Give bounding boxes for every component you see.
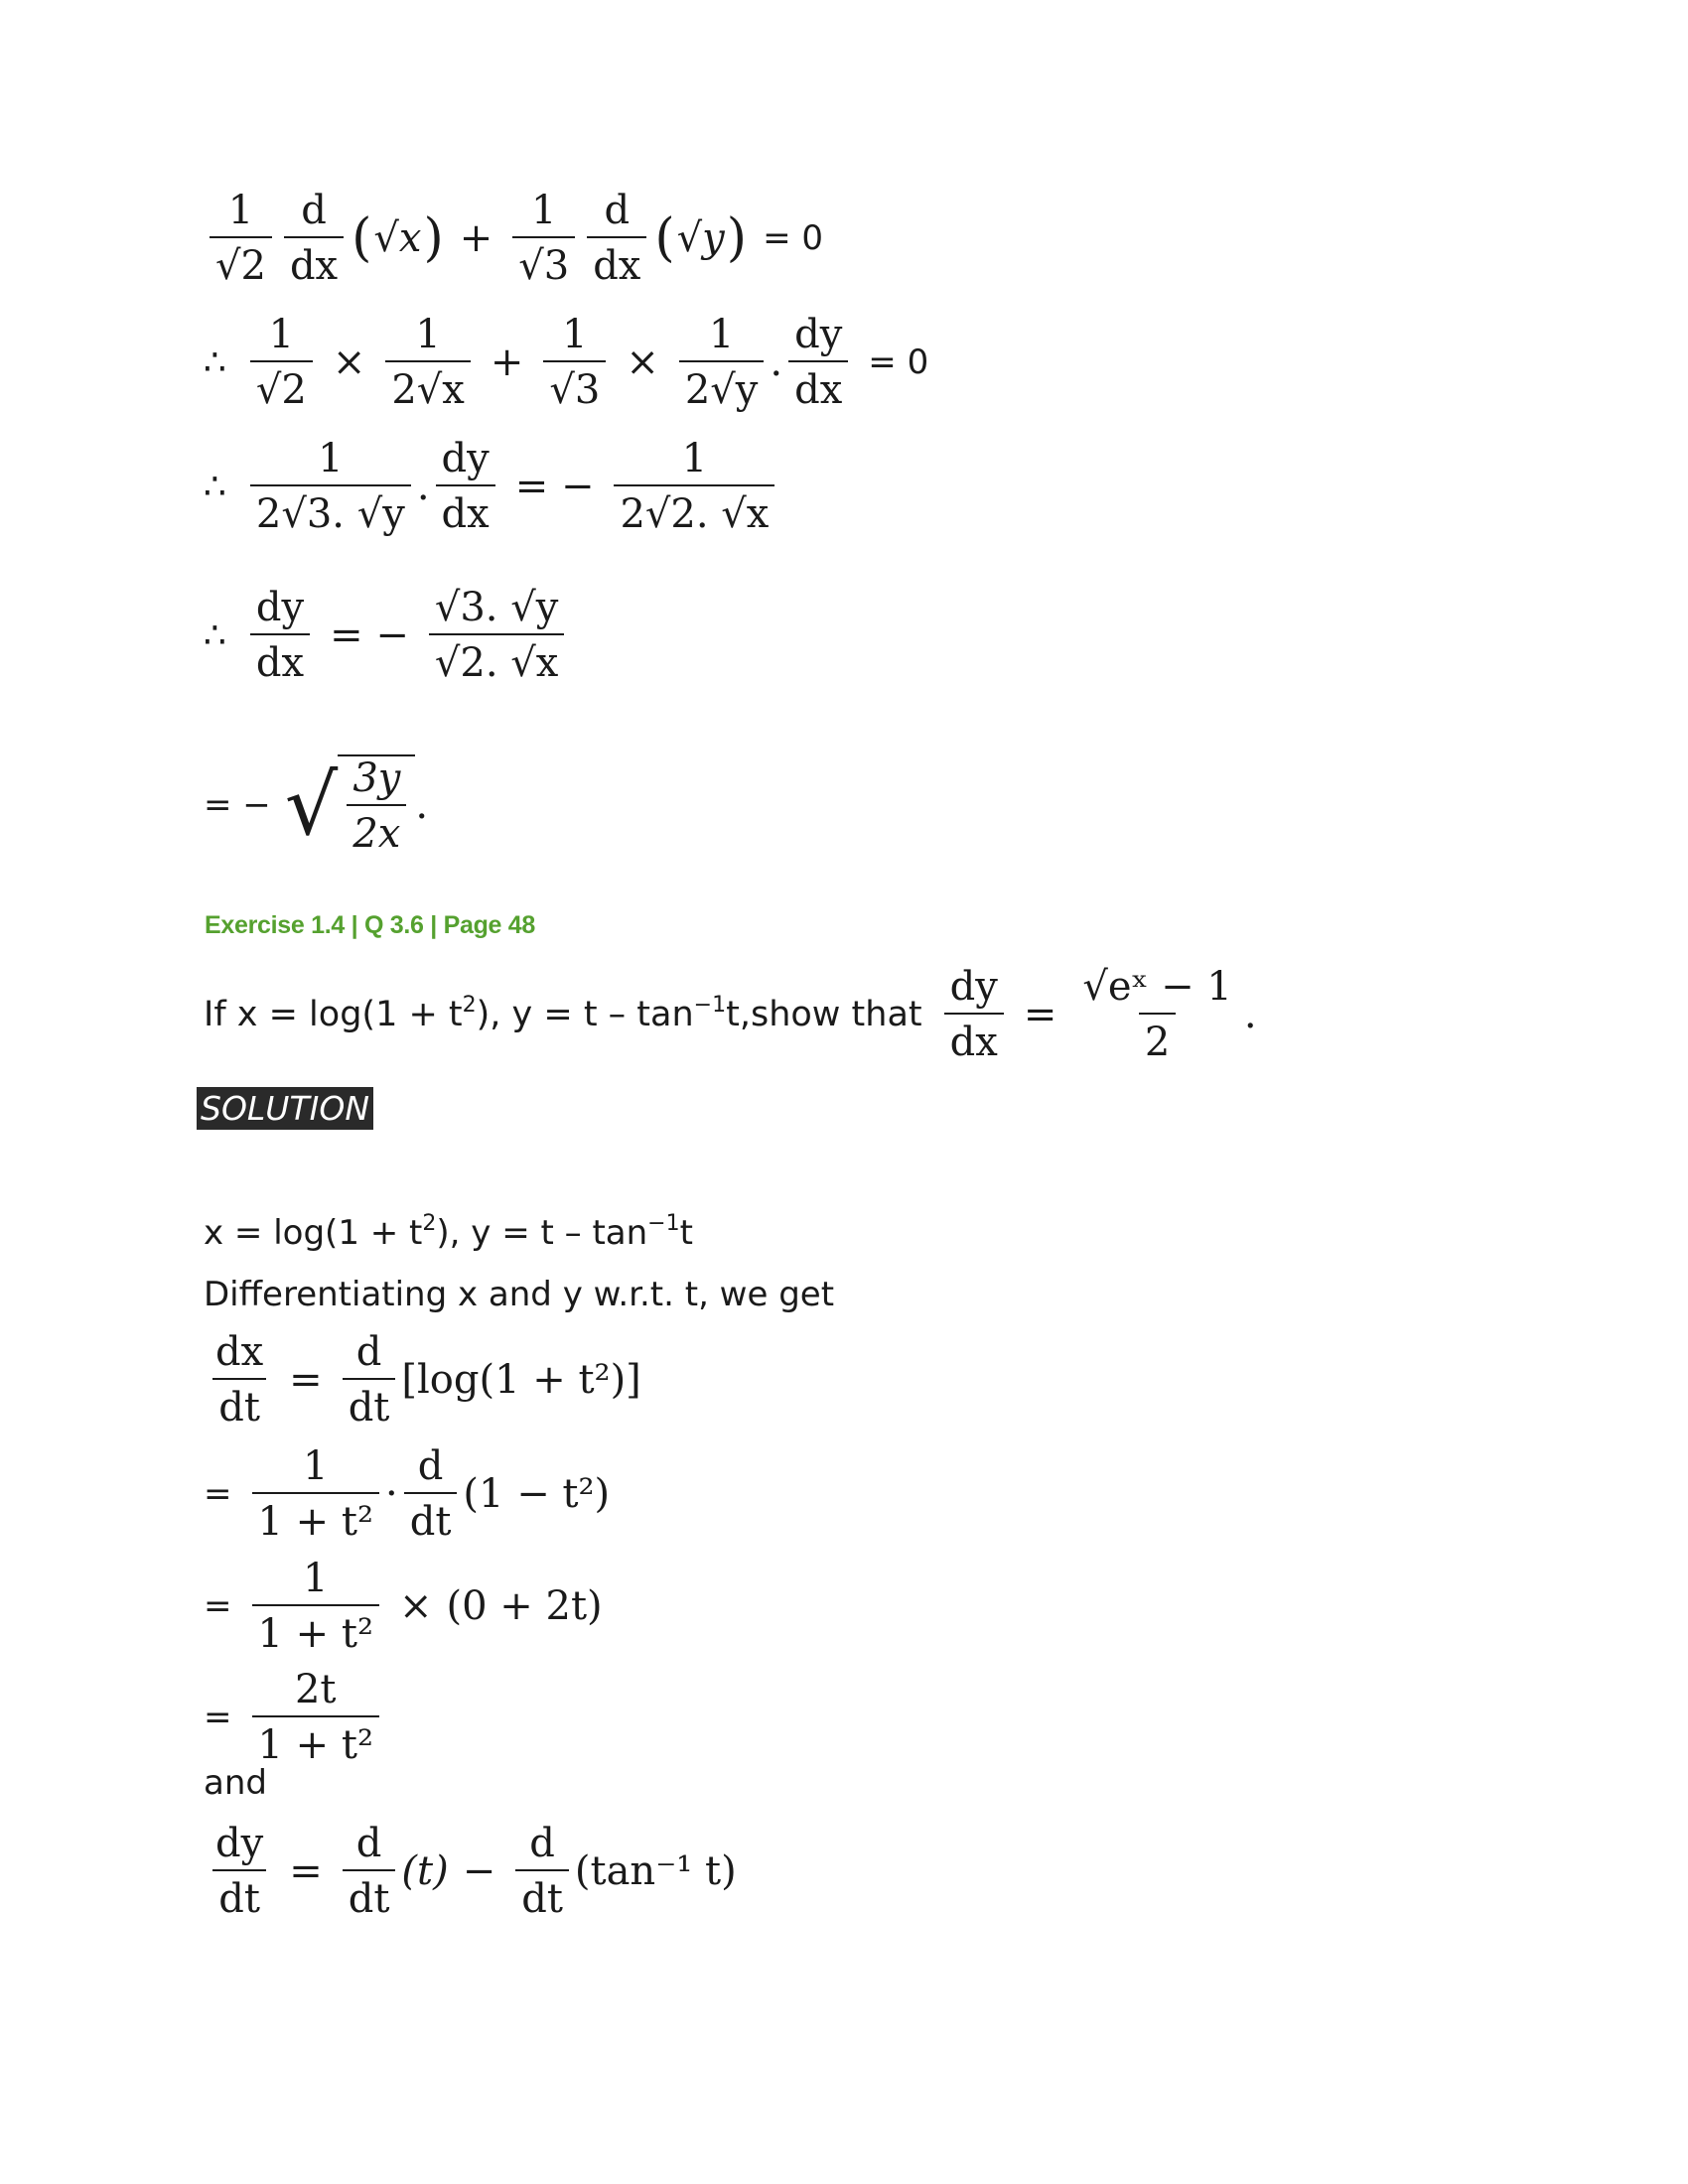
derivative-fraction: $\frac{dy}{dx}$ — [250, 586, 310, 685]
fraction: $\frac{1}{2√2. √x}$ — [614, 437, 774, 536]
fraction: $\frac{3y}{2x}$ — [347, 756, 406, 856]
fraction: $\frac{1}{\text{1 + t²}}$ — [252, 1557, 380, 1656]
math-expression: $\frac{dx}{dt}$ = $\frac{d}{dt}$ [log(1 + t²)] — [204, 1330, 641, 1430]
therefore-symbol: ∴ — [204, 614, 226, 656]
math-expression: √ $\frac{3y}{2x}$ . — [284, 755, 429, 857]
therefore-symbol: ∴ — [204, 341, 226, 383]
differentiating-text: Differentiating x and y w.r.t. t, we get — [204, 1275, 835, 1314]
sqrt-icon: √ — [284, 756, 339, 854]
derivative-fraction: $\frac{dy}{dx}$ — [436, 437, 495, 536]
equals-minus: = − — [204, 785, 271, 825]
derivative-fraction: $\frac{dy}{dx}$ — [944, 965, 1004, 1064]
math-expression: $\frac{dy}{dt}$ = $\frac{d}{dt}$ (t) − $\frac{d}{dt}$ (tan⁻¹ t) — [204, 1822, 737, 1921]
math-expression: $\frac{1}{\text{1 + t²}}$ · $\frac{d}{dt}$ (1 − t²) — [246, 1444, 611, 1544]
fraction: $\frac{1}{√3}$ — [512, 189, 575, 288]
solution-line-2: = $\frac{1}{\text{1 + t²}}$ · $\frac{d}{dt}$ (1 − t²) — [204, 1443, 611, 1545]
fraction: $\frac{\text{√eˣ − 1}}{2}$ — [1082, 964, 1232, 1065]
equation-line-4 — [204, 586, 570, 685]
solution-line-3: = $\frac{1}{\text{1 + t²}}$ × (0 + 2t) — [204, 1556, 603, 1657]
fraction: $\frac{√3. √y}{√2. √x}$ — [429, 586, 564, 685]
question-statement: If $x = \log(1 + t^2)$, $y = t - \tan^{-1}t,show$ that $\frac{dy}{dx}$ = $\frac{\text{√eˣ − 1}}{2}$ . — [204, 964, 1257, 1065]
equation-rhs: = 0 — [763, 218, 823, 258]
and-text: and — [204, 1763, 267, 1803]
math-expression: $\frac{1}{√2}$ $\frac{d}{dx}$ ( √x ) + $\frac{1}{√3}$ $\frac{d}{dx}$ ( √y ) — [204, 189, 749, 288]
math-expression: $\frac{1}{√2}$ × $\frac{1}{2√x}$ + $\frac{1}{√3}$ × $\frac{1}{2√y}$ . $\frac{dy}{dx}$ — [244, 313, 854, 412]
solution-line-5 — [204, 1822, 737, 1921]
equation-line-1 — [204, 189, 837, 288]
exercise-reference: Exercise 1.4 | Q 3.6 | Page 48 — [205, 911, 535, 939]
fraction: $\frac{1}{2√x}$ — [385, 313, 471, 412]
derivative-fraction: $\frac{dy}{dt}$ — [210, 1822, 269, 1921]
derivative-operator: $\frac{d}{dx}$ — [587, 189, 646, 288]
math-expression: $\frac{1}{\text{1 + t²}}$ × (0 + 2t) — [246, 1557, 603, 1656]
equation-line-5 — [204, 754, 428, 856]
fraction: $\frac{1}{2√3. √y}$ — [250, 437, 411, 536]
solution-line-1 — [204, 1330, 641, 1430]
derivative-operator: $\frac{d}{dx}$ — [284, 189, 344, 288]
derivative-operator: $\frac{d}{dt}$ — [515, 1822, 569, 1921]
derivative-fraction: $\frac{dy}{dx}$ — [788, 313, 848, 412]
equation-line-3 — [204, 437, 780, 536]
therefore-symbol: ∴ — [204, 466, 226, 507]
equation-rhs: = 0 — [868, 342, 929, 382]
given-equations: $x = \log(1 + t^2)$, $y = t - \tan^{-1}t$ — [204, 1211, 693, 1253]
solution-heading: SOLUTION — [197, 1087, 373, 1130]
fraction: $\frac{1}{√3}$ — [543, 313, 606, 412]
math-expression: $\frac{dy}{dx}$ = − $\frac{√3. √y}{√2. √x}$ — [244, 586, 570, 685]
math-expression: $\frac{dy}{dx}$ = $\frac{\text{√eˣ − 1}}{2}$ . — [938, 965, 1257, 1064]
solution-line-4: = $\frac{2t}{\text{1 + t²}}$ — [204, 1668, 385, 1767]
math-expression: $\frac{1}{2√3. √y}$ . $\frac{dy}{dx}$ = − $\frac{1}{2√2. √x}$ — [244, 437, 780, 536]
fraction: $\frac{1}{\text{1 + t²}}$ — [252, 1444, 380, 1544]
derivative-operator: $\frac{d}{dt}$ — [343, 1822, 396, 1921]
fraction: $\frac{2t}{\text{1 + t²}}$ — [252, 1668, 380, 1767]
fraction: $\frac{1}{√2}$ — [210, 189, 272, 288]
fraction: $\frac{1}{2√y}$ — [679, 313, 765, 412]
derivative-operator: $\frac{d}{dt}$ — [343, 1330, 396, 1430]
math-expression — [246, 1668, 386, 1767]
derivative-fraction: $\frac{dx}{dt}$ — [210, 1330, 269, 1430]
derivative-operator: $\frac{d}{dt}$ — [404, 1444, 458, 1544]
equation-line-2 — [204, 313, 942, 412]
fraction: $\frac{1}{√2}$ — [250, 313, 313, 412]
